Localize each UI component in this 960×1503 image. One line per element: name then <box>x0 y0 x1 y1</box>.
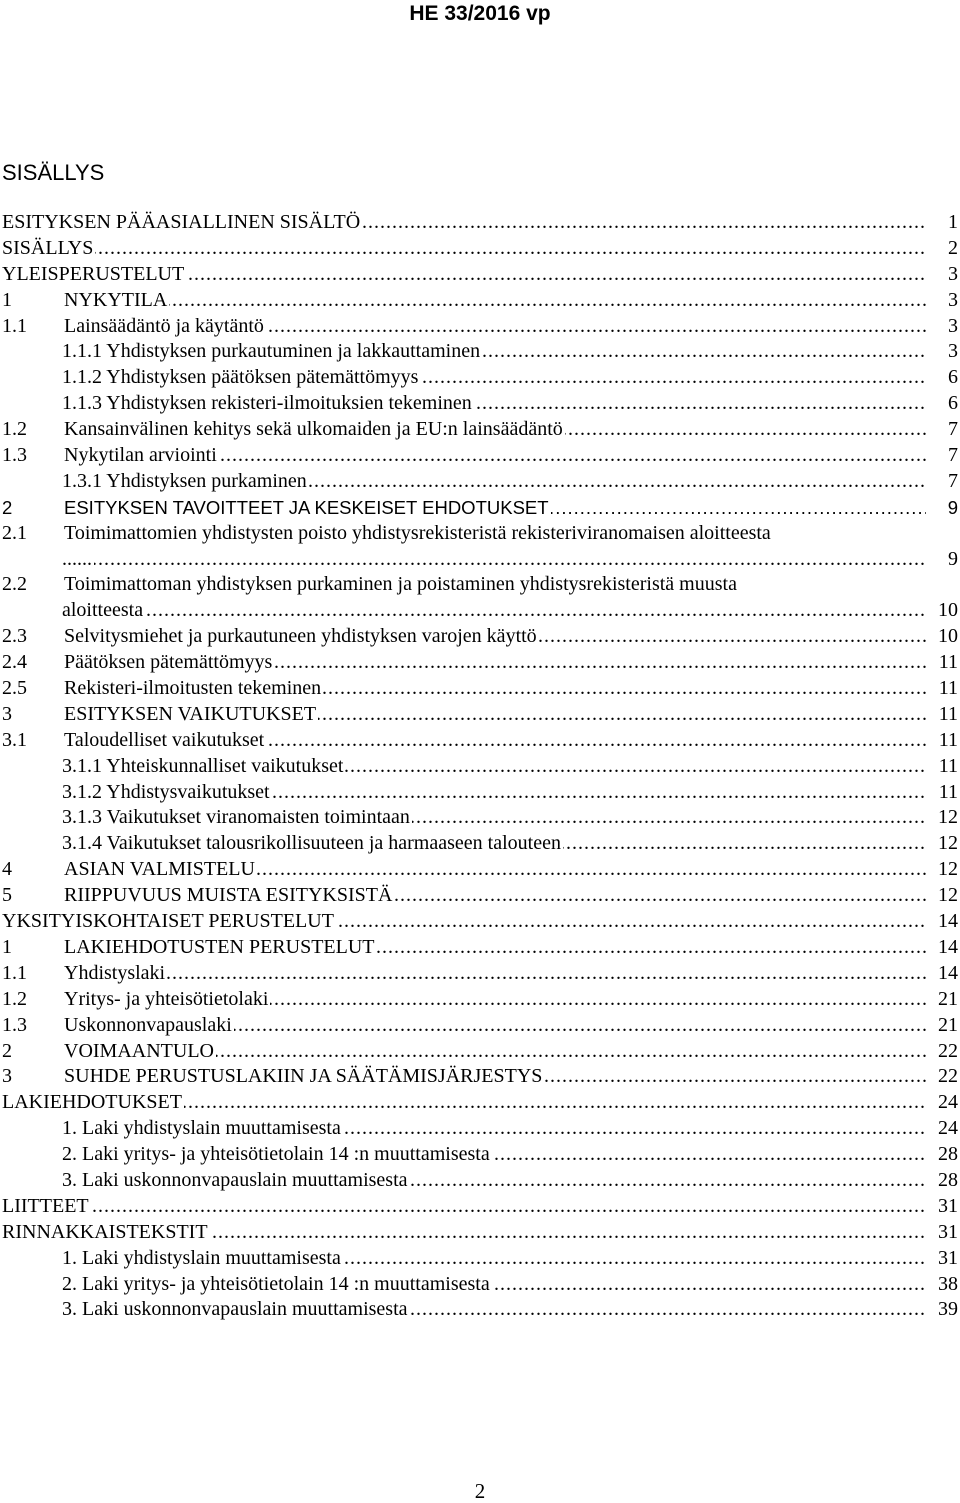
toc-entry-number: 1.3 <box>2 444 27 467</box>
toc-entry[interactable] <box>2 909 958 935</box>
toc-entry-title: LAKIEHDOTUKSET ..... <box>2 1090 926 1116</box>
toc-entry-page: 2 <box>948 236 958 259</box>
toc-entry[interactable] <box>2 339 958 365</box>
toc-entry[interactable] <box>2 236 958 262</box>
toc-entry[interactable] <box>2 495 958 521</box>
toc-entry-page: 11 <box>938 702 958 725</box>
toc-entry-number: 1. <box>62 1246 77 1269</box>
toc-entry[interactable] <box>2 780 958 806</box>
toc-entry-title: Rekisteri-ilmoitusten tekeminen ..... <box>64 676 926 702</box>
toc-entry[interactable] <box>2 521 958 547</box>
toc-entry-page: 12 <box>938 806 958 829</box>
toc-entry-title: 3.1.1 Yhteiskunnalliset vaikutukset ..... <box>62 754 926 780</box>
toc-entry[interactable] <box>2 857 958 883</box>
toc-entry-page: 12 <box>938 858 958 881</box>
toc-entry-title: NYKYTILA ..... <box>64 288 926 314</box>
toc-entry-title: Selvitysmiehet ja purkautuneen yhdistyksen varojen käyttö ..... <box>64 624 926 650</box>
toc-entry-number: 1.1 <box>2 961 27 984</box>
toc-entry[interactable] <box>2 1272 958 1298</box>
toc-entry-number: 2.5 <box>2 677 27 700</box>
toc-entry-title: 3. Laki uskonnonvapauslain muuttamisesta ..... <box>62 1297 926 1323</box>
toc-entry-number: 2. <box>62 1143 77 1166</box>
toc-entry-page: 9 <box>948 547 958 570</box>
toc-entry-number: 3 <box>2 702 12 725</box>
toc-entry-title: 1.1.1 Yhdistyksen purkautuminen ja lakkauttaminen ..... <box>62 339 926 365</box>
toc-entry-title: ASIAN VALMISTELU ..... <box>64 857 926 883</box>
toc-entry-page: 1 <box>948 211 958 233</box>
toc-entry-number: 2.2 <box>2 573 27 596</box>
toc-entry[interactable] <box>2 391 958 417</box>
toc-entry-number: 3.1 <box>2 728 27 751</box>
toc-entry-page: 7 <box>948 469 958 492</box>
toc-entry-page: 39 <box>938 1298 958 1321</box>
toc-entry[interactable] <box>2 598 958 624</box>
toc-entry-title: Päätöksen pätemättömyys ..... <box>64 650 926 676</box>
toc-entry-page: 10 <box>938 599 958 622</box>
toc-entry-page: 11 <box>938 677 958 700</box>
toc-entry-title: Lainsäädäntö ja käytäntö ..... <box>64 314 926 340</box>
toc-entry[interactable] <box>2 210 958 236</box>
toc-entry-title: VOIMAANTULO ..... <box>64 1039 926 1065</box>
toc-entry-title: Toimimattomien yhdistysten poisto yhdistysrekisteristä rekisteriviranomaisen aloitteesta <box>64 521 771 544</box>
toc-entry-page: 11 <box>938 780 958 803</box>
toc-entry-title: Toimimattoman yhdistyksen purkaminen ja poistaminen yhdistysrekisteristä muusta <box>64 573 737 596</box>
toc-entry-number: 2. <box>62 1272 77 1295</box>
toc-entry-page: 7 <box>948 418 958 441</box>
page-number: 2 <box>474 1479 486 1503</box>
toc-entry-title: 1.1.2 Yhdistyksen päätöksen pätemättömyys ..... <box>62 365 926 391</box>
toc-entry-number: 1.2 <box>2 987 27 1010</box>
toc-entry[interactable] <box>2 702 958 728</box>
toc-entry-page: 7 <box>948 444 958 467</box>
toc-entry[interactable] <box>2 1297 958 1323</box>
toc-entry-page: 38 <box>938 1272 958 1295</box>
toc-entry-page: 6 <box>948 392 958 415</box>
toc-entry-number: 3.1.3 <box>62 806 102 829</box>
toc-entry[interactable] <box>2 987 958 1013</box>
toc-entry[interactable] <box>2 1194 958 1220</box>
toc-entry-title: 1. Laki yhdistyslain muuttamisesta ..... <box>62 1246 926 1272</box>
toc-entry-page: 31 <box>938 1194 958 1217</box>
toc-entry[interactable] <box>2 1039 958 1065</box>
toc-entry-page: 12 <box>938 832 958 855</box>
toc-entry[interactable] <box>2 1013 958 1039</box>
toc-entry-number: 1. <box>62 1117 77 1140</box>
toc-entry-page: 10 <box>938 625 958 648</box>
toc-entry-title: SUHDE PERUSTUSLAKIIN JA SÄÄTÄMISJÄRJESTYS ..... <box>64 1064 926 1090</box>
toc-entry-page: 28 <box>938 1143 958 1166</box>
toc-entry-number: 1.1.3 <box>62 392 102 415</box>
toc-entry-page: 11 <box>938 651 958 674</box>
toc-entry[interactable] <box>2 831 958 857</box>
toc-entry-number: 2 <box>2 496 13 518</box>
toc-entry-title: Yritys- ja yhteisötietolaki ..... <box>64 987 926 1013</box>
toc-entry-title: 1.1.3 Yhdistyksen rekisteri-ilmoituksien tekeminen ..... <box>62 391 926 417</box>
toc-entry-page: 11 <box>938 728 958 751</box>
toc-entry-title: 3.1.3 Vaikutukset viranomaisten toimintaan ..... <box>62 805 926 831</box>
toc-entry-page: 12 <box>938 884 958 907</box>
toc-entry-page: 14 <box>938 961 958 984</box>
toc-entry-title: Taloudelliset vaikutukset ..... <box>64 728 926 754</box>
toc-entry-number: 3.1.1 <box>62 754 102 777</box>
toc-entry-title: LAKIEHDOTUSTEN PERUSTELUT ..... <box>64 935 926 961</box>
toc-entry[interactable] <box>2 754 958 780</box>
toc-entry-title: RINNAKKAISTEKSTIT ..... <box>2 1220 926 1246</box>
toc-entry-number: 3. <box>62 1168 77 1191</box>
toc-entry-number: 5 <box>2 884 12 907</box>
toc-entry-title: 1. Laki yhdistyslain muuttamisesta ..... <box>62 1116 926 1142</box>
toc-entry-title: Kansainvälinen kehitys sekä ulkomaiden ja EU:n lainsäädäntö ..... <box>64 417 926 443</box>
toc-entry-title: 3. Laki uskonnonvapauslain muuttamisesta ..... <box>62 1168 926 1194</box>
toc-entry[interactable] <box>2 1116 958 1142</box>
toc-entry-number: 1.1 <box>2 314 27 337</box>
toc-entry-title: Uskonnonvapauslaki ..... <box>64 1013 926 1039</box>
toc-entry[interactable] <box>2 417 958 443</box>
toc-entry-title: RIIPPUVUUS MUISTA ESITYKSISTÄ ..... <box>64 883 926 909</box>
toc-heading: SISÄLLYS <box>2 160 105 185</box>
toc-entry-page: 24 <box>938 1117 958 1140</box>
toc-entry-title: ESITYKSEN PÄÄASIALLINEN SISÄLTÖ ..... <box>2 210 926 236</box>
toc-entry[interactable] <box>2 262 958 288</box>
toc-entry-number: 2.3 <box>2 625 27 648</box>
toc-entry-page: 31 <box>938 1220 958 1243</box>
toc-entry[interactable] <box>2 547 958 573</box>
toc-entry-page: 22 <box>938 1039 958 1062</box>
toc-entry-page: 24 <box>938 1091 958 1114</box>
toc-entry-page: 3 <box>948 314 958 337</box>
toc-entry-number: 3.1.4 <box>62 832 102 855</box>
toc-entry-page: 6 <box>948 366 958 389</box>
toc-entry-page: 21 <box>938 1013 958 1036</box>
toc-entry-page: 14 <box>938 935 958 958</box>
toc-entry[interactable] <box>2 572 958 598</box>
toc-entry-page: 3 <box>948 340 958 363</box>
toc-entry[interactable] <box>2 624 958 650</box>
toc-entry-number: 1.1.1 <box>62 340 102 363</box>
toc-entry[interactable] <box>2 676 958 702</box>
toc-entry[interactable] <box>2 314 958 340</box>
toc-entry-page: 22 <box>938 1065 958 1088</box>
toc-entry-title: aloitteesta ..... <box>62 598 926 624</box>
toc-entry[interactable] <box>2 961 958 987</box>
toc-entry-page: 14 <box>938 910 958 933</box>
toc-entry-number: 3.1.2 <box>62 780 102 803</box>
toc-entry[interactable] <box>2 288 958 314</box>
toc-entry-number: 3 <box>2 1065 12 1088</box>
toc-entry[interactable] <box>2 935 958 961</box>
toc-entry-title: 2. Laki yritys- ja yhteisötietolain 14 :n muuttamisesta ..... <box>62 1272 926 1298</box>
toc-entry-title: 3.1.4 Vaikutukset talousrikollisuuteen ja harmaaseen talouteen ..... <box>62 831 926 857</box>
toc-entry-page: 3 <box>948 288 958 311</box>
toc-entry-page: 3 <box>948 262 958 285</box>
toc-entry-number: 4 <box>2 858 12 881</box>
toc-entry-title: ESITYKSEN VAIKUTUKSET ..... <box>64 702 926 728</box>
toc-entry[interactable] <box>2 650 958 676</box>
toc-entry-number: 1.3.1 <box>62 469 102 492</box>
toc-entry-number: 1 <box>2 935 12 958</box>
toc-entry-page: 21 <box>938 987 958 1010</box>
toc-entry-number: 1.2 <box>2 418 27 441</box>
toc-entry-title: 3.1.2 Yhdistysvaikutukset ..... <box>62 780 926 806</box>
toc-entry[interactable] <box>2 443 958 469</box>
toc-entry-number: 1.3 <box>2 1013 27 1036</box>
toc-entry[interactable] <box>2 1246 958 1272</box>
toc-entry[interactable] <box>2 883 958 909</box>
toc-entry-title: 2. Laki yritys- ja yhteisötietolain 14 :n muuttamisesta ..... <box>62 1142 926 1168</box>
toc-entry-number: 2 <box>2 1039 12 1062</box>
toc-entry-page: 11 <box>938 754 958 777</box>
toc-entry[interactable] <box>2 1064 958 1090</box>
toc-entry-title: ...... ..... <box>62 547 926 573</box>
toc-entry-number: 3. <box>62 1298 77 1321</box>
toc-entry-title: Nykytilan arviointi ..... <box>64 443 926 469</box>
toc-entry-number: 2.4 <box>2 651 27 674</box>
toc-entry-title: YLEISPERUSTELUT ..... <box>2 262 926 288</box>
toc-entry[interactable] <box>2 1090 958 1116</box>
toc-entry-title: 1.3.1 Yhdistyksen purkaminen ..... <box>62 469 926 495</box>
toc-entry[interactable] <box>2 1168 958 1194</box>
toc-entry[interactable] <box>2 1220 958 1246</box>
toc-entry[interactable] <box>2 805 958 831</box>
toc-entry-number: 2.1 <box>2 521 27 544</box>
table-of-contents <box>2 210 958 1323</box>
toc-entry-title: YKSITYISKOHTAISET PERUSTELUT ..... <box>2 909 926 935</box>
toc-entry-title: ESITYKSEN TAVOITTEET JA KESKEISET EHDOTUKSET ..... <box>64 495 926 521</box>
document-header: HE 33/2016 vp <box>409 2 551 25</box>
toc-entry-number: 1 <box>2 288 12 311</box>
toc-entry-title: LIITTEET ..... <box>2 1194 926 1220</box>
toc-entry-page: 28 <box>938 1168 958 1191</box>
toc-entry[interactable] <box>2 365 958 391</box>
toc-entry[interactable] <box>2 1142 958 1168</box>
toc-entry-page: 9 <box>947 496 958 518</box>
toc-entry-number: 1.1.2 <box>62 366 102 389</box>
toc-entry[interactable] <box>2 728 958 754</box>
toc-entry-title: Yhdistyslaki ..... <box>64 961 926 987</box>
toc-entry-page: 31 <box>938 1246 958 1269</box>
toc-entry[interactable] <box>2 469 958 495</box>
toc-entry-title: SISÄLLYS ..... <box>2 236 926 262</box>
